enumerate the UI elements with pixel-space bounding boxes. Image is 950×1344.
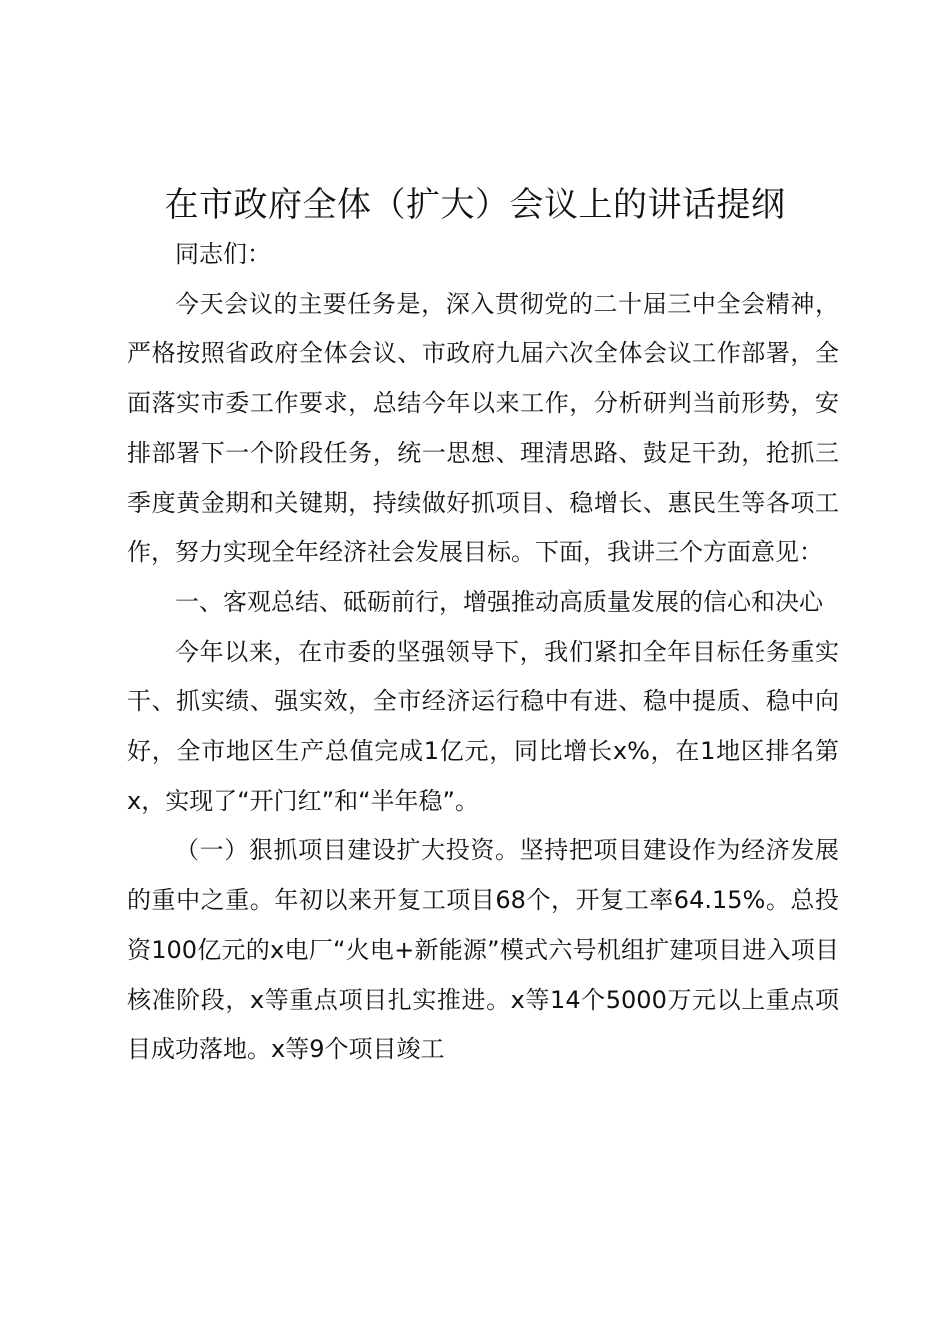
document-title: 在市政府全体（扩大）会议上的讲话提纲 [164, 185, 786, 225]
greeting: 同志们： [175, 240, 271, 268]
paragraph-summary: 今年以来，在市委的坚强领导下，我们紧扣全年目标任务重实干、抓实绩、强实效，全市经济运行稳中有进、稳中提质、稳中向好，全市地区生产总值完成1亿元，同比增长x%，在1地区排名第x，实现了“开门红”和“半年稳”。 [127, 637, 839, 815]
document-body [127, 230, 839, 1075]
paragraph-projects: （一）狠抓项目建设扩大投资。坚持把项目建设作为经济发展的重中之重。年初以来开复工项目68个，开复工率64.15%。总投资100亿元的x电厂“火电+新能源”模式六号机组扩建项目进入项目核准阶段，x等重点项目扎实推进。x等14个5000万元以上重点项目成功落地。x等9个项目竣工 [127, 836, 839, 1064]
section-heading: 一、客观总结、砥砺前行，增强推动高质量发展的信心和决心 [175, 587, 823, 616]
paragraph-intro: 今天会议的主要任务是，深入贯彻党的二十届三中全会精神，严格按照省政府全体会议、市政府九届六次全体会议工作部署，全面落实市委工作要求，总结今年以来工作，分析研判当前形势，安排部署下一个阶段任务，统一思想、理清思路、鼓足干劲，抢抓三季度黄金期和关键期，持续做好抓项目、稳增长、惠民生等各项工作，努力实现全年经济社会发展目标。下面，我讲三个方面意见： [127, 289, 839, 567]
